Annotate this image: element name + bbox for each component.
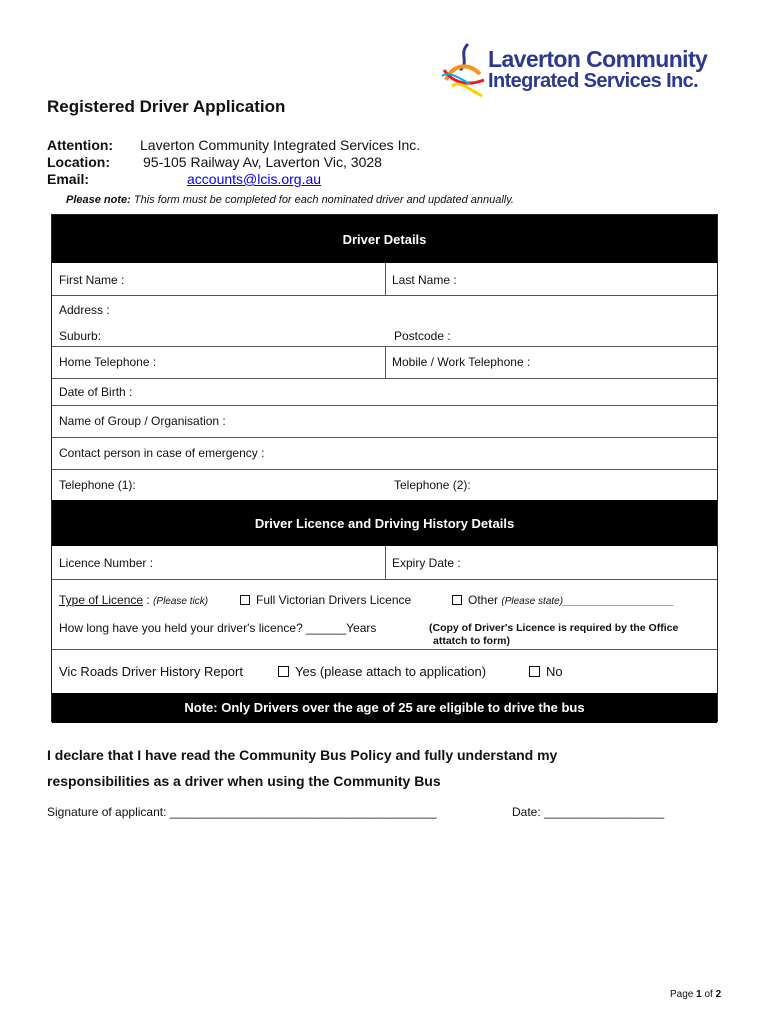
telephone-2-field[interactable]: Telephone (2): [394,478,471,492]
location-label: Location: [47,154,110,170]
divider [52,579,717,580]
logo-text-line2: Integrated Services Inc. [488,70,699,92]
please-note-text: This form must be completed for each nominated driver and updated annually. [133,194,514,206]
vicroads-yes-option[interactable] [278,664,486,679]
other-licence-checkbox[interactable] [452,595,462,605]
full-victorian-checkbox[interactable] [240,595,250,605]
other-licence-option[interactable] [452,593,674,607]
vicroads-yes-label: Yes (please attach to application) [295,664,487,679]
email-label: Email: [47,171,90,187]
email-link[interactable]: accounts@lcis.org.au [187,171,322,187]
licence-type-colon: : [143,593,154,607]
divider [52,469,717,470]
please-tick-hint: (Please tick) [153,596,209,607]
mobile-telephone-field[interactable]: Mobile / Work Telephone : [392,355,531,369]
group-organisation-field[interactable]: Name of Group / Organisation : [59,414,226,428]
page-prefix: Page [670,989,697,1000]
last-name-field[interactable]: Last Name : [392,273,457,287]
home-telephone-field[interactable]: Home Telephone : [59,355,157,369]
please-note [66,194,514,206]
vicroads-report-label: Vic Roads Driver History Report [59,664,243,679]
location-value: 95-105 Railway Av, Laverton Vic, 3028 [143,154,382,170]
other-licence-label: Other [468,593,499,607]
logo-text-line1: Laverton Community [488,46,708,72]
page-current: 1 [696,989,702,1000]
please-state-field[interactable]: (Please state)____________________ [501,596,675,607]
logo-ribbon-icon [440,40,490,100]
full-victorian-label: Full Victorian Drivers Licence [256,593,412,607]
divider [385,346,386,378]
vicroads-no-checkbox[interactable] [529,666,540,677]
vicroads-no-option[interactable] [529,664,563,679]
office-note-line2: attatch to form) [433,635,510,647]
date-field[interactable]: Date: __________________ [512,805,665,819]
please-note-label: Please note: [66,194,131,206]
declaration-line2: responsibilities as a driver when using the Community Bus [47,773,441,789]
driver-details-heading: Driver Details [52,215,717,263]
licence-heading: Driver Licence and Driving History Details [52,500,717,546]
licence-type-row [59,593,208,607]
vicroads-no-label: No [546,664,563,679]
driver-application-form [51,214,718,722]
full-victorian-option[interactable] [240,593,411,607]
age-eligibility-note: Note: Only Drivers over the age of 25 are eligible to drive the bus [52,693,717,723]
divider [385,263,386,295]
expiry-date-field[interactable]: Expiry Date : [392,556,461,570]
licence-type-label: Type of Licence [59,593,144,607]
declaration-line1: I declare that I have read the Community Bus Policy and fully understand my [47,747,558,763]
page-title: Registered Driver Application [47,97,286,116]
divider [52,405,717,406]
page-total: 2 [715,989,722,1000]
declaration [47,742,667,794]
page-of: of [701,989,716,1000]
suburb-field[interactable]: Suburb: [59,329,102,343]
divider [52,649,717,650]
divider [52,378,717,379]
licence-number-field[interactable]: Licence Number : [59,556,154,570]
years-held-field[interactable]: How long have you held your driver's licence? ______Years [59,621,377,635]
divider [52,437,717,438]
first-name-field[interactable]: First Name : [59,273,125,287]
vicroads-yes-checkbox[interactable] [278,666,289,677]
divider [385,546,386,579]
attention-value: Laverton Community Integrated Services Inc. [140,137,421,153]
emergency-contact-field[interactable]: Contact person in case of emergency : [59,446,265,460]
address-field[interactable]: Address : [59,303,110,317]
postcode-field[interactable]: Postcode : [394,329,451,343]
signature-field[interactable]: Signature of applicant: ________________________________________ [47,805,437,819]
page-number [670,989,721,1000]
organisation-logo [440,40,740,102]
divider [52,295,717,296]
attention-label: Attention: [47,137,114,153]
telephone-1-field[interactable]: Telephone (1): [59,478,136,492]
date-of-birth-field[interactable]: Date of Birth : [59,385,133,399]
office-note-line1: (Copy of Driver's Licence is required by the Office [429,622,679,634]
